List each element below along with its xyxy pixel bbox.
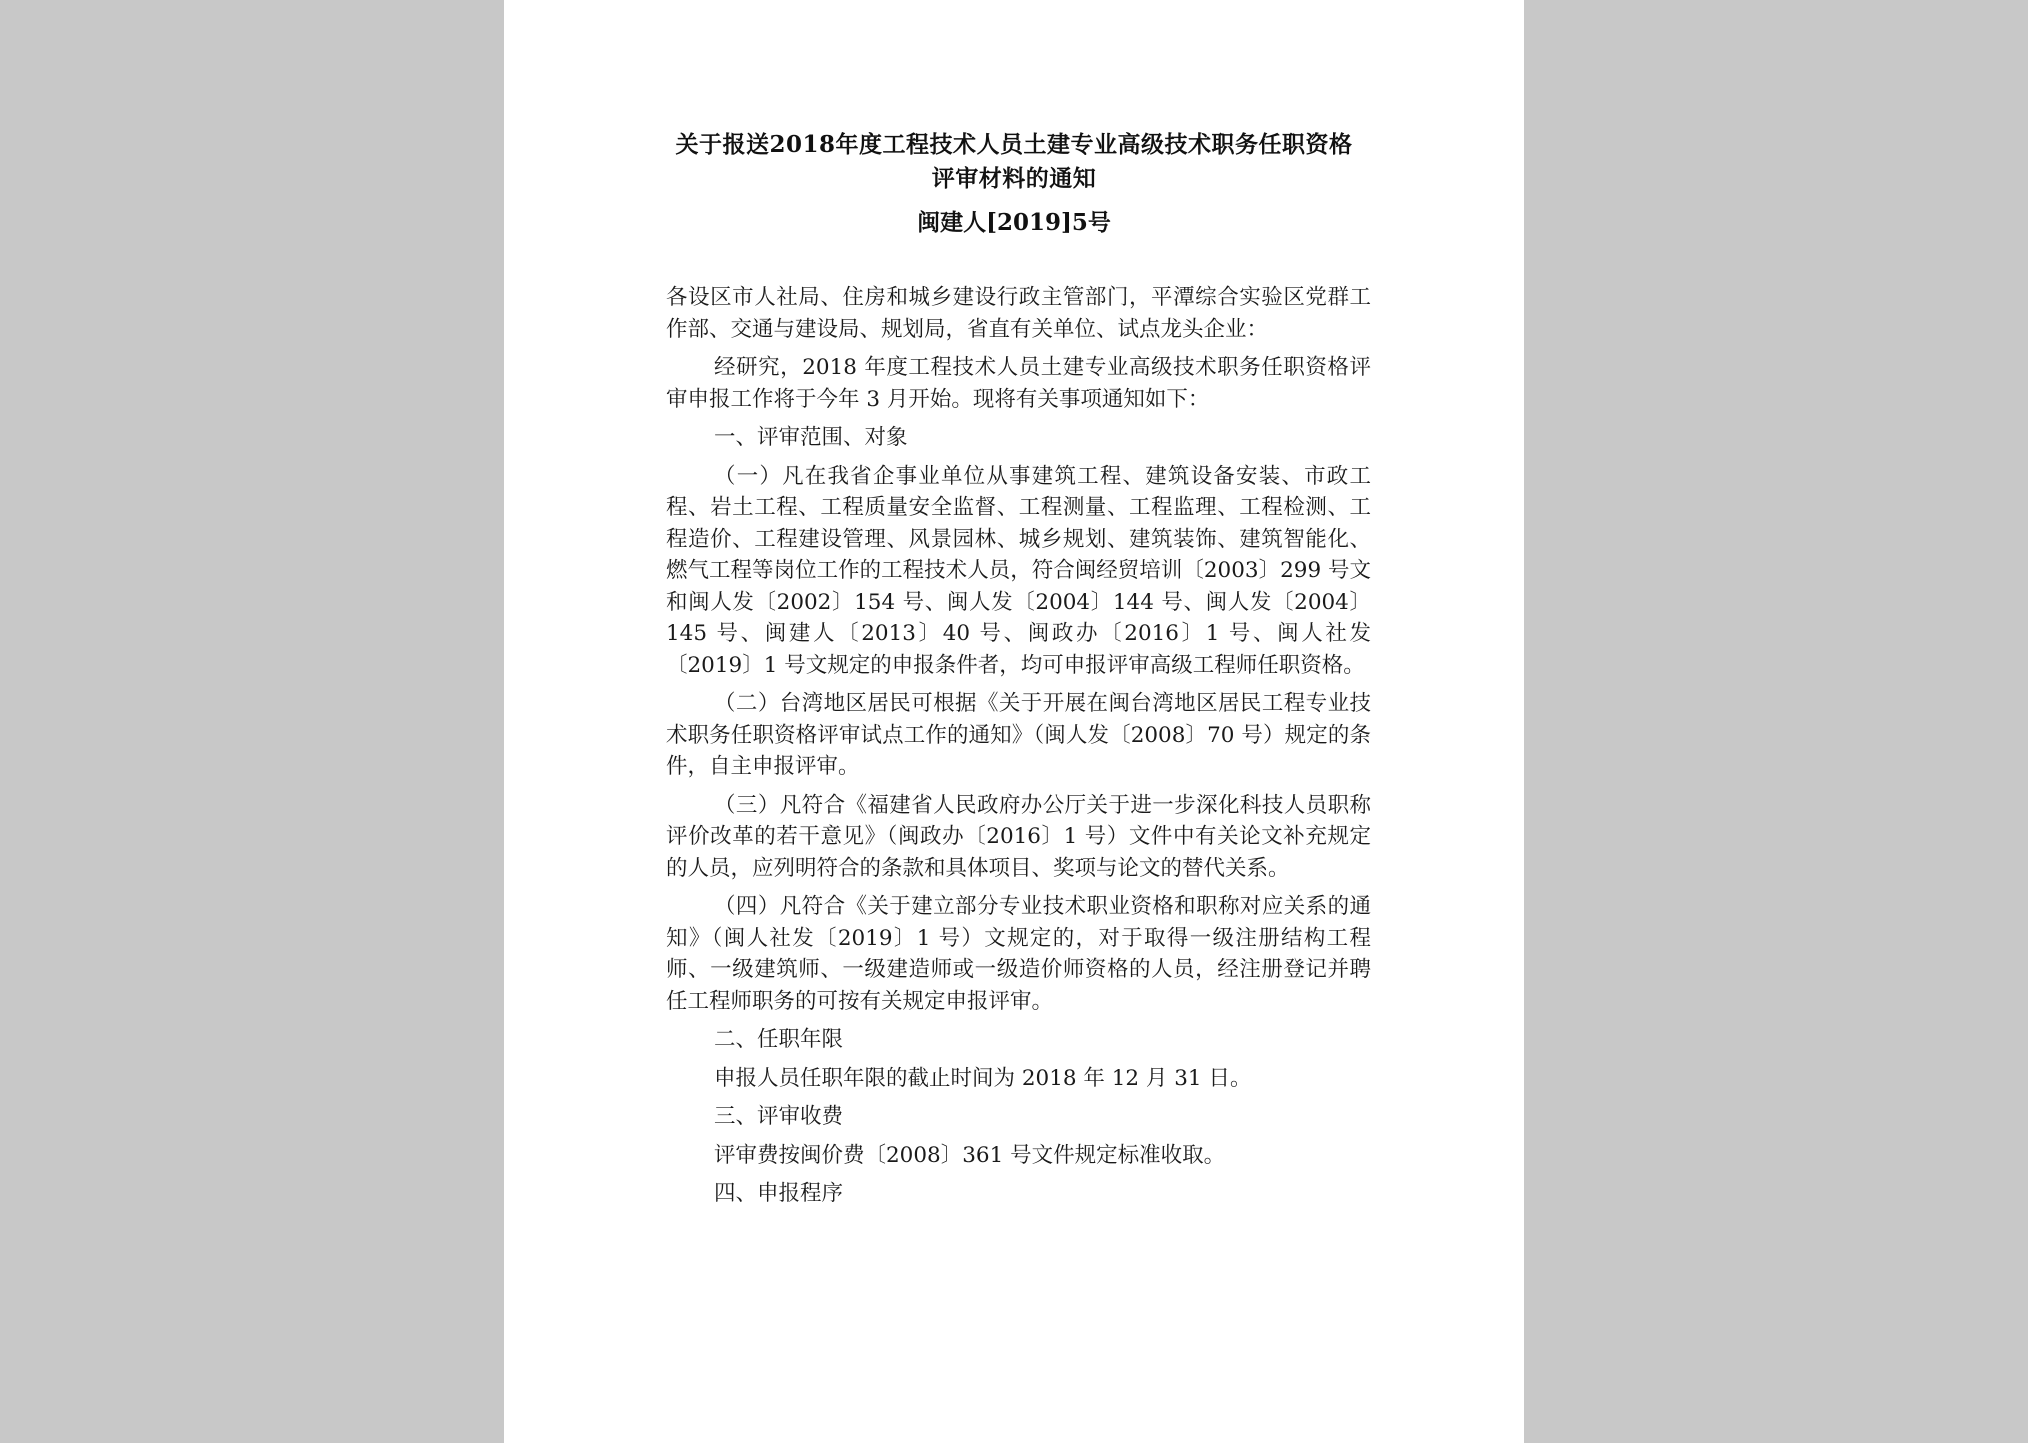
section-3-heading: 三、评审收费	[714, 1104, 844, 1129]
document-title-line-2: 评审材料的通知	[931, 165, 1097, 192]
document-title-line-1: 关于报送2018年度工程技术人员土建专业高级技术职务任职资格	[675, 131, 1353, 158]
document-number: 闽建人[2019]5号	[917, 209, 1111, 236]
section-1-item-1: （一）凡在我省企事业单位从事建筑工程、建筑设备安装、市政工程、岩土工程、工程质量安全监督、工程测量、工程监理、工程检测、工程造价、工程建设管理、风景园林、城乡规划、建筑装饰、建筑智能化、燃气工程等岗位工作的工程技术人员，符合闽经贸培训〔2003〕299 号文和闽人发〔2002〕154 号、闽人发〔2004〕144 号、闽人发〔2004〕145 号、闽建人〔2013〕40 号、闽政办〔2016〕1 号、闽人社发〔2019〕1 号文规定的申报条件者，均可申报评审高级工程师任职资格。	[666, 463, 1371, 678]
section-4-heading: 四、申报程序	[714, 1181, 844, 1206]
section-2-text: 申报人员任职年限的截止时间为 2018 年 12 月 31 日。	[714, 1065, 1252, 1091]
title-block	[504, 128, 1524, 240]
section-1-heading: 一、评审范围、对象	[714, 425, 908, 450]
section-1-item-4: （四）凡符合《关于建立部分专业技术职业资格和职称对应关系的通知》（闽人社发〔2019〕1 号）文规定的，对于取得一级注册结构工程师、一级建筑师、一级建造师或一级造价师资格的人员，经注册登记并聘任工程师职务的可按有关规定申报评审。	[666, 894, 1371, 1014]
document-page	[504, 0, 1524, 1443]
document-body	[666, 282, 1371, 1217]
section-3-text: 评审费按闽价费〔2008〕361 号文件规定标准收取。	[714, 1142, 1226, 1168]
section-1-item-2: （二）台湾地区居民可根据《关于开展在闽台湾地区居民工程专业技术职务任职资格评审试点工作的通知》（闽人发〔2008〕70 号）规定的条件，自主申报评审。	[666, 691, 1371, 779]
intro-paragraph: 经研究，2018 年度工程技术人员土建专业高级技术职务任职资格评审申报工作将于今年 3 月开始。现将有关事项通知如下：	[666, 355, 1371, 412]
section-1-item-3: （三）凡符合《福建省人民政府办公厅关于进一步深化科技人员职称评价改革的若干意见》（闽政办〔2016〕1 号）文件中有关论文补充规定的人员，应列明符合的条款和具体项目、奖项与论文的替代关系。	[666, 792, 1371, 881]
section-2-heading: 二、任职年限	[714, 1027, 844, 1052]
addressee-paragraph: 各设区市人社局、住房和城乡建设行政主管部门，平潭综合实验区党群工作部、交通与建设局、规划局，省直有关单位、试点龙头企业：	[666, 285, 1371, 342]
